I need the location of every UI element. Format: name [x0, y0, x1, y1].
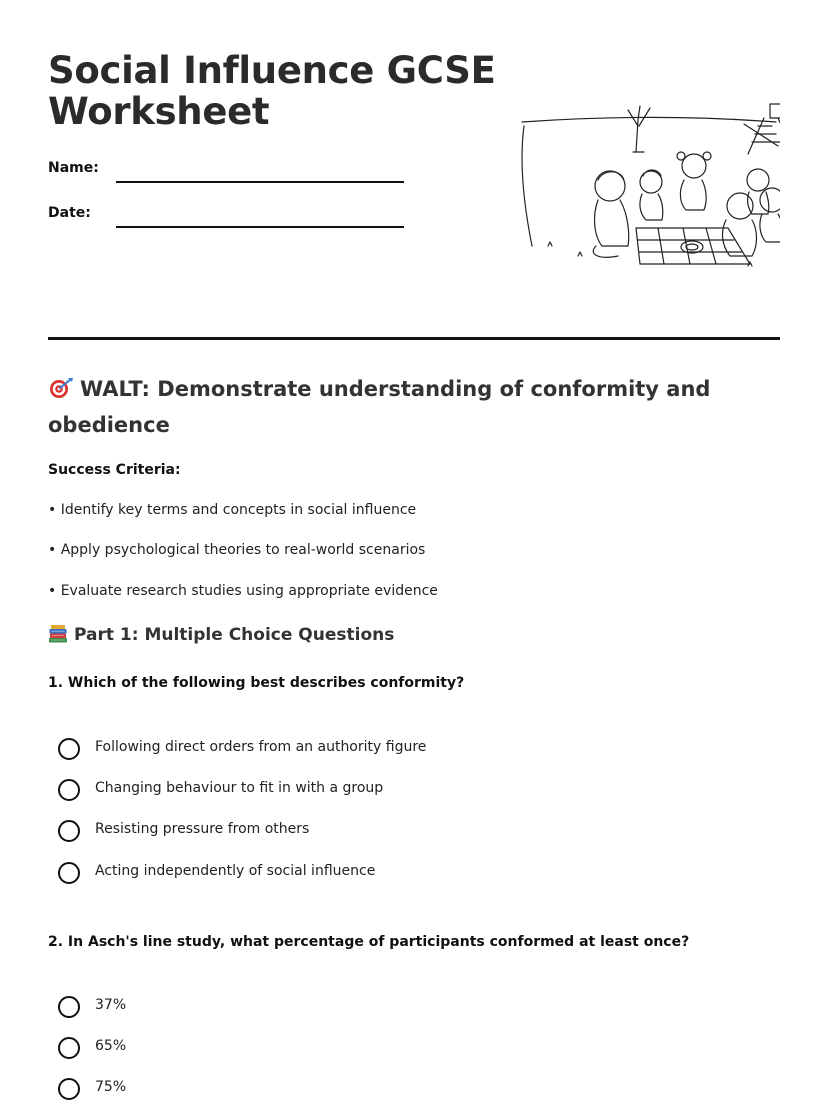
q1-option-c[interactable] — [58, 820, 558, 844]
name-field[interactable] — [48, 160, 408, 184]
date-write-line[interactable] — [116, 226, 404, 228]
q2-option-c[interactable] — [58, 1078, 558, 1102]
part1-heading-text: Part 1: Multiple Choice Questions — [74, 625, 395, 645]
q1-option-b[interactable] — [58, 779, 558, 803]
children-picnic-illustration — [518, 96, 780, 270]
q1-option-d[interactable] — [58, 862, 558, 886]
books-icon — [48, 624, 68, 644]
radio-button[interactable] — [58, 779, 80, 801]
option-label: Changing behaviour to fit in with a group — [95, 780, 384, 796]
success-criteria-label: Success Criteria: — [48, 462, 181, 478]
criteria-item: • Evaluate research studies using appropriate evidence — [48, 583, 438, 599]
target-icon — [48, 377, 74, 399]
radio-button[interactable] — [58, 862, 80, 884]
radio-button[interactable] — [58, 996, 80, 1018]
option-label: 65% — [95, 1038, 127, 1054]
radio-button[interactable] — [58, 738, 80, 760]
criteria-item: • Identify key terms and concepts in social influence — [48, 502, 417, 518]
radio-button[interactable] — [58, 820, 80, 842]
part1-heading — [48, 624, 394, 645]
radio-button[interactable] — [58, 1037, 80, 1059]
name-write-line[interactable] — [116, 181, 404, 183]
walt-text: WALT: Demonstrate understanding of conformity and obedience — [48, 377, 711, 437]
option-label: Acting independently of social influence — [95, 863, 376, 879]
date-field[interactable] — [48, 205, 408, 229]
walt-heading — [48, 371, 738, 443]
section-divider — [48, 337, 780, 340]
option-label: 37% — [95, 997, 127, 1013]
q1-option-a[interactable] — [58, 738, 558, 762]
question-2-text: 2. In Asch's line study, what percentage of participants conformed at least once? — [48, 934, 690, 950]
name-label: Name: — [48, 160, 99, 176]
radio-button[interactable] — [58, 1078, 80, 1100]
option-label: Resisting pressure from others — [95, 821, 310, 837]
q2-option-b[interactable] — [58, 1037, 558, 1061]
q2-option-a[interactable] — [58, 996, 558, 1020]
option-label: Following direct orders from an authority figure — [95, 739, 427, 755]
criteria-item: • Apply psychological theories to real-world scenarios — [48, 542, 426, 558]
question-1-text: 1. Which of the following best describes conformity? — [48, 675, 465, 691]
date-label: Date: — [48, 205, 91, 221]
option-label: 75% — [95, 1079, 127, 1095]
page-title: Social Influence GCSE Worksheet — [48, 49, 496, 133]
